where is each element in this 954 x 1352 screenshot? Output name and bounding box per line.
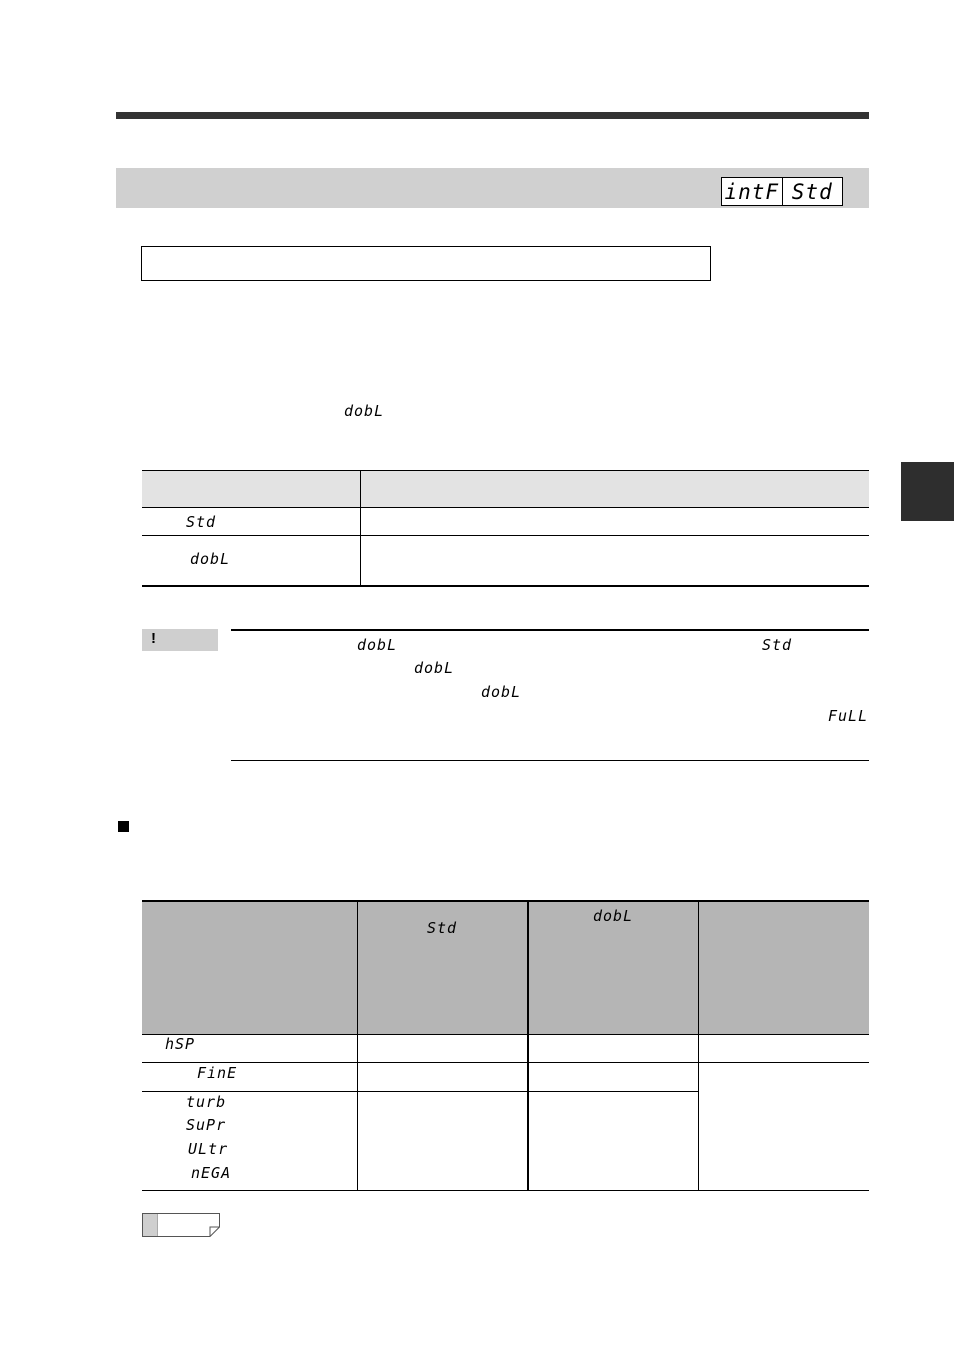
header-code: Std [427,919,458,937]
summary-box [141,246,711,281]
speed-code: hSP [165,1035,196,1053]
mode-code: Std [186,512,217,531]
speed-code: turb [186,1093,227,1111]
speed-code: SuPr [186,1116,227,1134]
table-header-cell [358,902,527,1034]
table-row [142,536,869,587]
mode-table [142,470,869,587]
memo-icon [142,1213,220,1237]
speed-code: FinE [197,1064,238,1082]
note-code: Std [762,636,793,654]
table-header [142,470,869,508]
table-row [142,508,869,536]
note-rule-bottom [231,760,869,761]
note-code: dobL [481,683,522,701]
caution-icon: ! [151,630,156,647]
parameter-display [721,177,843,206]
header-code: dobL [593,907,634,925]
table-header-cell [529,902,698,1034]
note-code: dobL [414,659,455,677]
table-header-cell [142,902,357,1034]
section-bullet [118,821,129,832]
speed-code: nEGA [191,1164,232,1182]
chapter-tab [901,462,954,521]
parameter-code: intF [724,179,780,204]
note-code: FuLL [828,707,869,725]
parameter-value: Std [782,178,843,205]
note-code: dobL [357,636,398,654]
speed-code: ULtr [188,1140,229,1158]
header-rule [116,112,869,119]
table-header-cell [699,902,869,1034]
mode-code: dobL [190,549,231,568]
inline-code: dobL [344,402,385,420]
caution-tag [142,629,218,651]
note-rule-top [231,629,869,631]
